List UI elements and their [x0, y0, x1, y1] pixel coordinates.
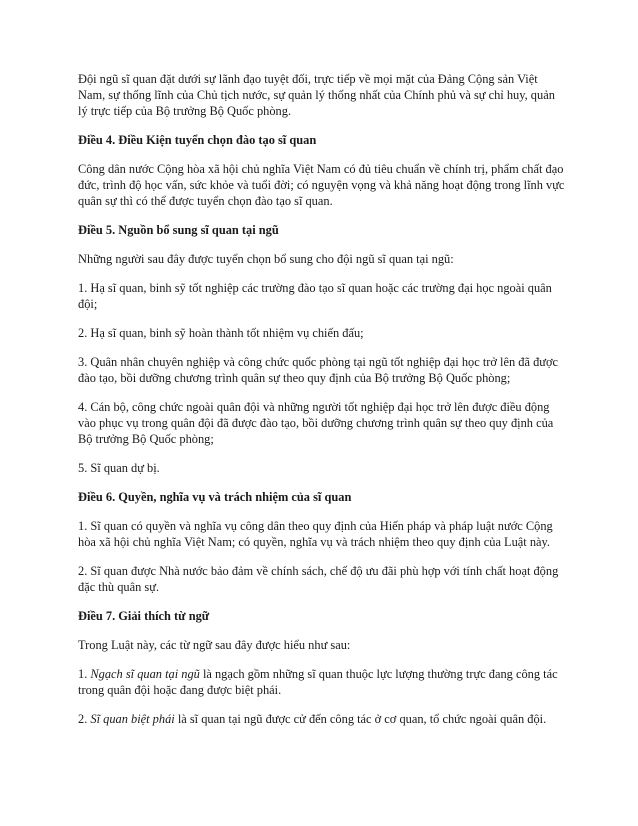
article-5-lead: Những người sau đây được tuyển chọn bổ sung cho đội ngũ sĩ quan tại ngũ: — [78, 252, 454, 266]
intro-paragraph: Đội ngũ sĩ quan đặt dưới sự lãnh đạo tuyệt đối, trực tiếp về mọi mặt của Đảng Cộng sản Việt Nam, sự thống lĩnh của Chủ tịch nước, sự quản lý thống nhất của Chính phủ và sự chỉ huy, quản lý trực tiếp của Bộ trưởng Bộ Quốc phòng. — [78, 72, 555, 118]
article-4-heading: Điều 4. Điều Kiện tuyển chọn đào tạo sĩ quan — [78, 133, 317, 147]
article-7-definition-2 — [78, 711, 566, 727]
article-6-item-1: 1. Sĩ quan có quyền và nghĩa vụ công dân theo quy định của Hiến pháp và pháp luật nước Cộng hòa xã hội chủ nghĩa Việt Nam; có quyền, nghĩa vụ và trách nhiệm theo quy định của Luật này. — [78, 519, 553, 549]
document-page — [78, 71, 566, 740]
article-7-heading: Điều 7. Giải thích từ ngữ — [78, 609, 210, 623]
article-5-item-3: 3. Quân nhân chuyên nghiệp và công chức quốc phòng tại ngũ tốt nghiệp đại học trở lên đã được đào tạo, bồi dưỡng chương trình quân sự theo quy định của Bộ trưởng Bộ Quốc phòng; — [78, 355, 559, 385]
definition-number: 2. — [78, 712, 91, 726]
article-7-lead: Trong Luật này, các từ ngữ sau đây được hiểu như sau: — [78, 638, 351, 652]
definition-text: là ngạch gồm những sĩ quan thuộc lực lượng thường trực đang công tác trong quân đội hoặc đang được biệt phái. — [78, 667, 558, 697]
definition-number: 1. — [78, 667, 91, 681]
definition-term: Ngạch sĩ quan tại ngũ — [90, 667, 200, 681]
article-6-heading: Điều 6. Quyền, nghĩa vụ và trách nhiệm của sĩ quan — [78, 490, 352, 504]
article-5-item-4: 4. Cán bộ, công chức ngoài quân đội và những người tốt nghiệp đại học trở lên được điều động vào phục vụ trong quân đội đã được đào tạo, bồi dưỡng chương trình quân sự theo quy định của Bộ trưởng Bộ Quốc phòng; — [78, 400, 554, 446]
article-4-body: Công dân nước Cộng hòa xã hội chủ nghĩa Việt Nam có đủ tiêu chuẩn về chính trị, phẩm chất đạo đức, trình độ học vấn, sức khỏe và tuổi đời; có nguyện vọng và khả năng hoạt động trong lĩnh vực quân sự thì có thể được tuyển chọn đào tạo sĩ quan. — [78, 162, 565, 208]
article-5-heading: Điều 5. Nguồn bổ sung sĩ quan tại ngũ — [78, 223, 279, 237]
article-5-item-5: 5. Sĩ quan dự bị. — [78, 461, 160, 475]
article-6-item-2: 2. Sĩ quan được Nhà nước bảo đảm về chính sách, chế độ ưu đãi phù hợp với tính chất hoạt động đặc thù quân sự. — [78, 564, 559, 594]
article-5-item-1: 1. Hạ sĩ quan, binh sỹ tốt nghiệp các trường đào tạo sĩ quan hoặc các trường đại học ngoài quân đội; — [78, 281, 552, 311]
article-5-item-2: 2. Hạ sĩ quan, binh sỹ hoàn thành tốt nhiệm vụ chiến đấu; — [78, 326, 364, 340]
definition-term: Sĩ quan biệt phái — [90, 712, 175, 726]
article-7-definition-1 — [78, 666, 566, 698]
definition-text: là sĩ quan tại ngũ được cử đến công tác ở cơ quan, tổ chức ngoài quân đội. — [174, 712, 547, 726]
